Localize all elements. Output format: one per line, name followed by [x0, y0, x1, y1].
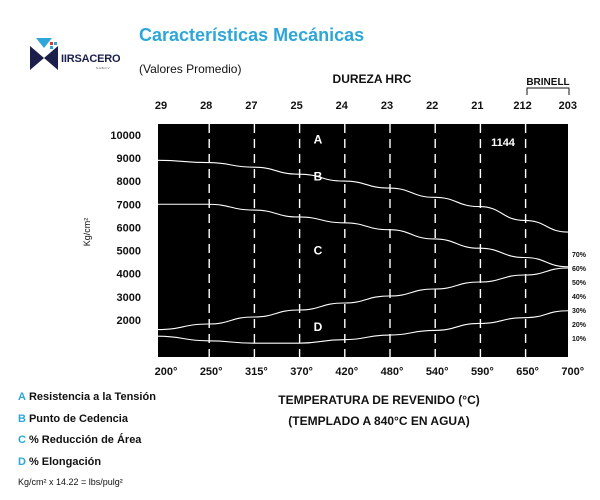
x-tick-label: 480°	[380, 366, 404, 378]
x-tick-label: 650°	[516, 366, 539, 378]
x-axis-note: (TEMPLADO A 840°C EN AGUA)	[288, 414, 470, 428]
top-tick-label: 22	[426, 100, 439, 112]
x-tick-label: 200°	[154, 366, 178, 378]
y-tick-label: 9000	[116, 152, 141, 165]
brinell-label: BRINELL	[526, 77, 570, 88]
legend-letter-d: D	[18, 456, 26, 469]
series-label-a: A	[313, 132, 323, 147]
right-tick-label: 70%	[572, 252, 587, 259]
y-tick-label: 4000	[116, 268, 141, 281]
logo-text: IIRSACERO	[61, 53, 121, 65]
right-tick-label: 60%	[572, 266, 587, 273]
x-tick-label: 370°	[290, 366, 313, 378]
legend	[18, 390, 156, 477]
x-tick-label: 420°	[335, 366, 359, 378]
top-tick-label: 23	[380, 100, 394, 112]
series-label-b: B	[313, 169, 323, 184]
top-tick-label: 203	[558, 100, 577, 112]
grade-label: 1144	[491, 137, 515, 149]
right-tick-label: 20%	[572, 322, 587, 329]
legend-item-c	[18, 433, 156, 455]
right-tick-label: 40%	[572, 294, 587, 301]
top-tick-label: 212	[513, 100, 532, 112]
legend-item-d	[18, 455, 156, 477]
top-tick-label: 27	[245, 100, 258, 112]
legend-letter-b: B	[18, 412, 26, 425]
unit-conversion-note: Kg/cm² x 14.22 = lbs/pulg²	[18, 477, 123, 487]
x-tick-label: 700°	[561, 366, 585, 378]
top-tick-label: 29	[154, 100, 168, 112]
legend-text-b: Punto de Cedencia	[28, 412, 128, 425]
legend-item-b	[18, 412, 156, 434]
series-label-d: D	[313, 319, 323, 334]
x-tick-label: 590°	[471, 366, 494, 378]
y-tick-label: 6000	[116, 222, 141, 235]
plot-area	[158, 124, 568, 357]
chart-title: DUREZA HRC	[332, 72, 412, 86]
x-axis-title: TEMPERATURA DE REVENIDO (°C)	[278, 393, 480, 407]
right-tick-label: 50%	[572, 280, 587, 287]
y-tick-label: 7000	[116, 199, 141, 212]
logo-subtext: S.A.B.C.V	[96, 66, 110, 70]
y-tick-label: 8000	[116, 176, 141, 189]
page-title: Características Mecánicas	[139, 25, 365, 45]
top-tick-label: 24	[335, 100, 348, 112]
x-tick-label: 315°	[245, 366, 268, 378]
y-axis-title: Kg/cm²	[82, 217, 92, 247]
legend-letter-c: C	[18, 434, 26, 447]
right-tick-label: 10%	[572, 336, 587, 343]
y-tick-label: 2000	[116, 315, 141, 327]
top-tick-label: 28	[200, 100, 213, 112]
legend-item-a	[18, 390, 156, 412]
top-tick-label: 21	[471, 100, 484, 112]
legend-letter-a: A	[18, 391, 26, 403]
top-tick-label: 25	[290, 100, 303, 112]
legend-text-d: % Elongación	[28, 456, 102, 469]
y-tick-label: 3000	[116, 291, 141, 304]
x-tick-label: 250°	[199, 366, 223, 378]
page-subtitle: (Valores Promedio)	[139, 62, 242, 76]
x-tick-label: 540°	[425, 366, 449, 378]
y-tick-label: 10000	[110, 129, 141, 142]
legend-text-c: % Reducción de Área	[28, 434, 142, 447]
brinell-bracket	[527, 88, 569, 95]
y-tick-label: 5000	[116, 245, 141, 258]
right-tick-label: 30%	[572, 308, 587, 315]
series-label-c: C	[313, 243, 323, 258]
legend-text-a: Resistencia a la Tensión	[28, 391, 156, 403]
x-axis-title-block	[270, 390, 488, 432]
